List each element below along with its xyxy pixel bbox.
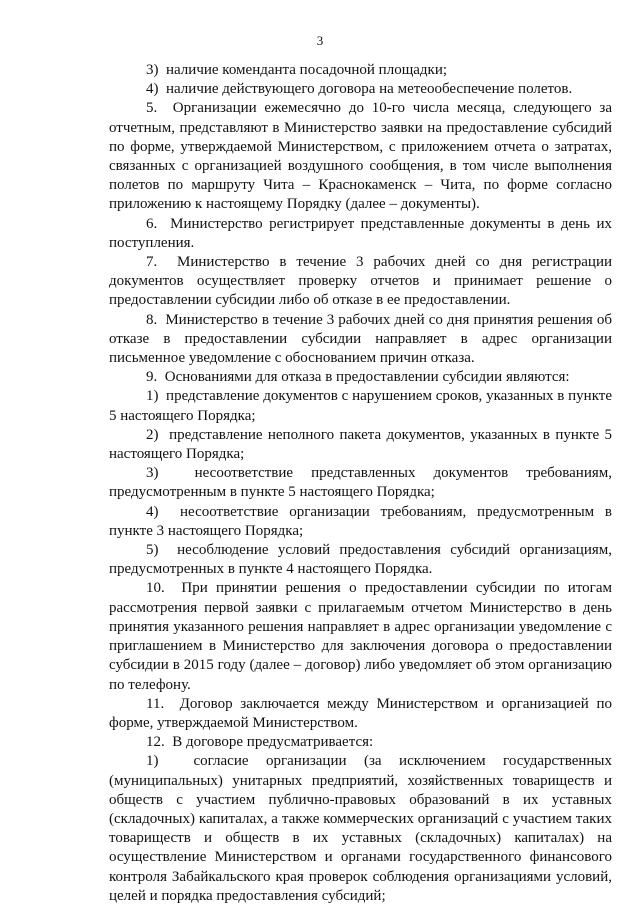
refusal-reason-5: 5) несоблюдение условий предоставления субсидий организациям, предусмотренных в пункте 4 настоящего Порядка. — [109, 542, 612, 578]
list-item-weather-contract: 4) наличие действующего договора на метеообеспечение полетов. — [146, 81, 573, 98]
clause-6: 6. Министерство регистрирует представленные документы в день их поступления. — [109, 215, 612, 251]
clause-9: 9. Основаниями для отказа в предоставлении субсидии являются: — [146, 369, 570, 386]
clause-10: 10. При принятии решения о предоставлении субсидии по итогам рассмотрения первой заявки с прилагаемым отчетом Министерство в день принятия указанного решения направляет в адрес организации уведомление с приглашением в Министерство для заключения договора о предоставлении субсидии в 2015 году (далее – договор) либо уведомляет об этом организацию по телефону. — [109, 580, 612, 693]
clause-12: 12. В договоре предусматривается: — [146, 734, 374, 751]
refusal-reason-3: 3) несоответствие представленных документов требованиям, предусмотренным в пункте 5 настоящего Порядка; — [109, 465, 612, 501]
clause-7: 7. Министерство в течение 3 рабочих дней со дня регистрации документов осуществляет проверку отчетов и принимает решение о предоставлении субсидии либо об отказе в ее предоставлении. — [109, 254, 612, 309]
clause-8: 8. Министерство в течение 3 рабочих дней со дня принятия решения об отказе в предоставлении субсидии направляет в адрес организации письменное уведомление с обоснованием причин отказа. — [109, 311, 612, 367]
clause-11: 11. Договор заключается между Министерством и организацией по форме, утверждаемой Министерством. — [109, 695, 612, 731]
refusal-reason-1: 1) представление документов с нарушением сроков, указанных в пункте 5 настоящего Порядка; — [109, 388, 612, 424]
page-number: 3 — [316, 33, 324, 48]
contract-provision-1: 1) согласие организации (за исключением государственных (муниципальных) унитарных предприятий, хозяйственных товариществ и обществ с участием публично-правовых образований в их уставных (складочных) капиталах, а также коммерческих организаций с участием таких товариществ и обществ в их уставных (складочных) капиталах) на осуществление Министерством и органами государственного финансового контроля Забайкальского края проверок соблюдения организациями условий, целей и порядка предоставления субсидий; — [109, 753, 612, 904]
list-item-commandant: 3) наличие коменданта посадочной площадки; — [146, 62, 448, 78]
refusal-reason-4: 4) несоответствие организации требованиям, предусмотренным в пункте 3 настоящего Порядка; — [109, 503, 612, 539]
refusal-reason-2: 2) представление неполного пакета документов, указанных в пункте 5 настоящего Порядка; — [109, 426, 612, 463]
document-body — [109, 61, 612, 906]
clause-5: 5. Организации ежемесячно до 10-го числа месяца, следующего за отчетным, представляют в Министерство заявки на предоставление субсидий по форме, утверждаемой Министерством, с приложением отчета о затратах, связанных с организацией воздушного сообщения, в том числе выполнения полетов по маршруту Чита – Краснокаменск – Чита, по форме согласно приложению к настоящему Порядку (далее – документы). — [109, 100, 612, 213]
